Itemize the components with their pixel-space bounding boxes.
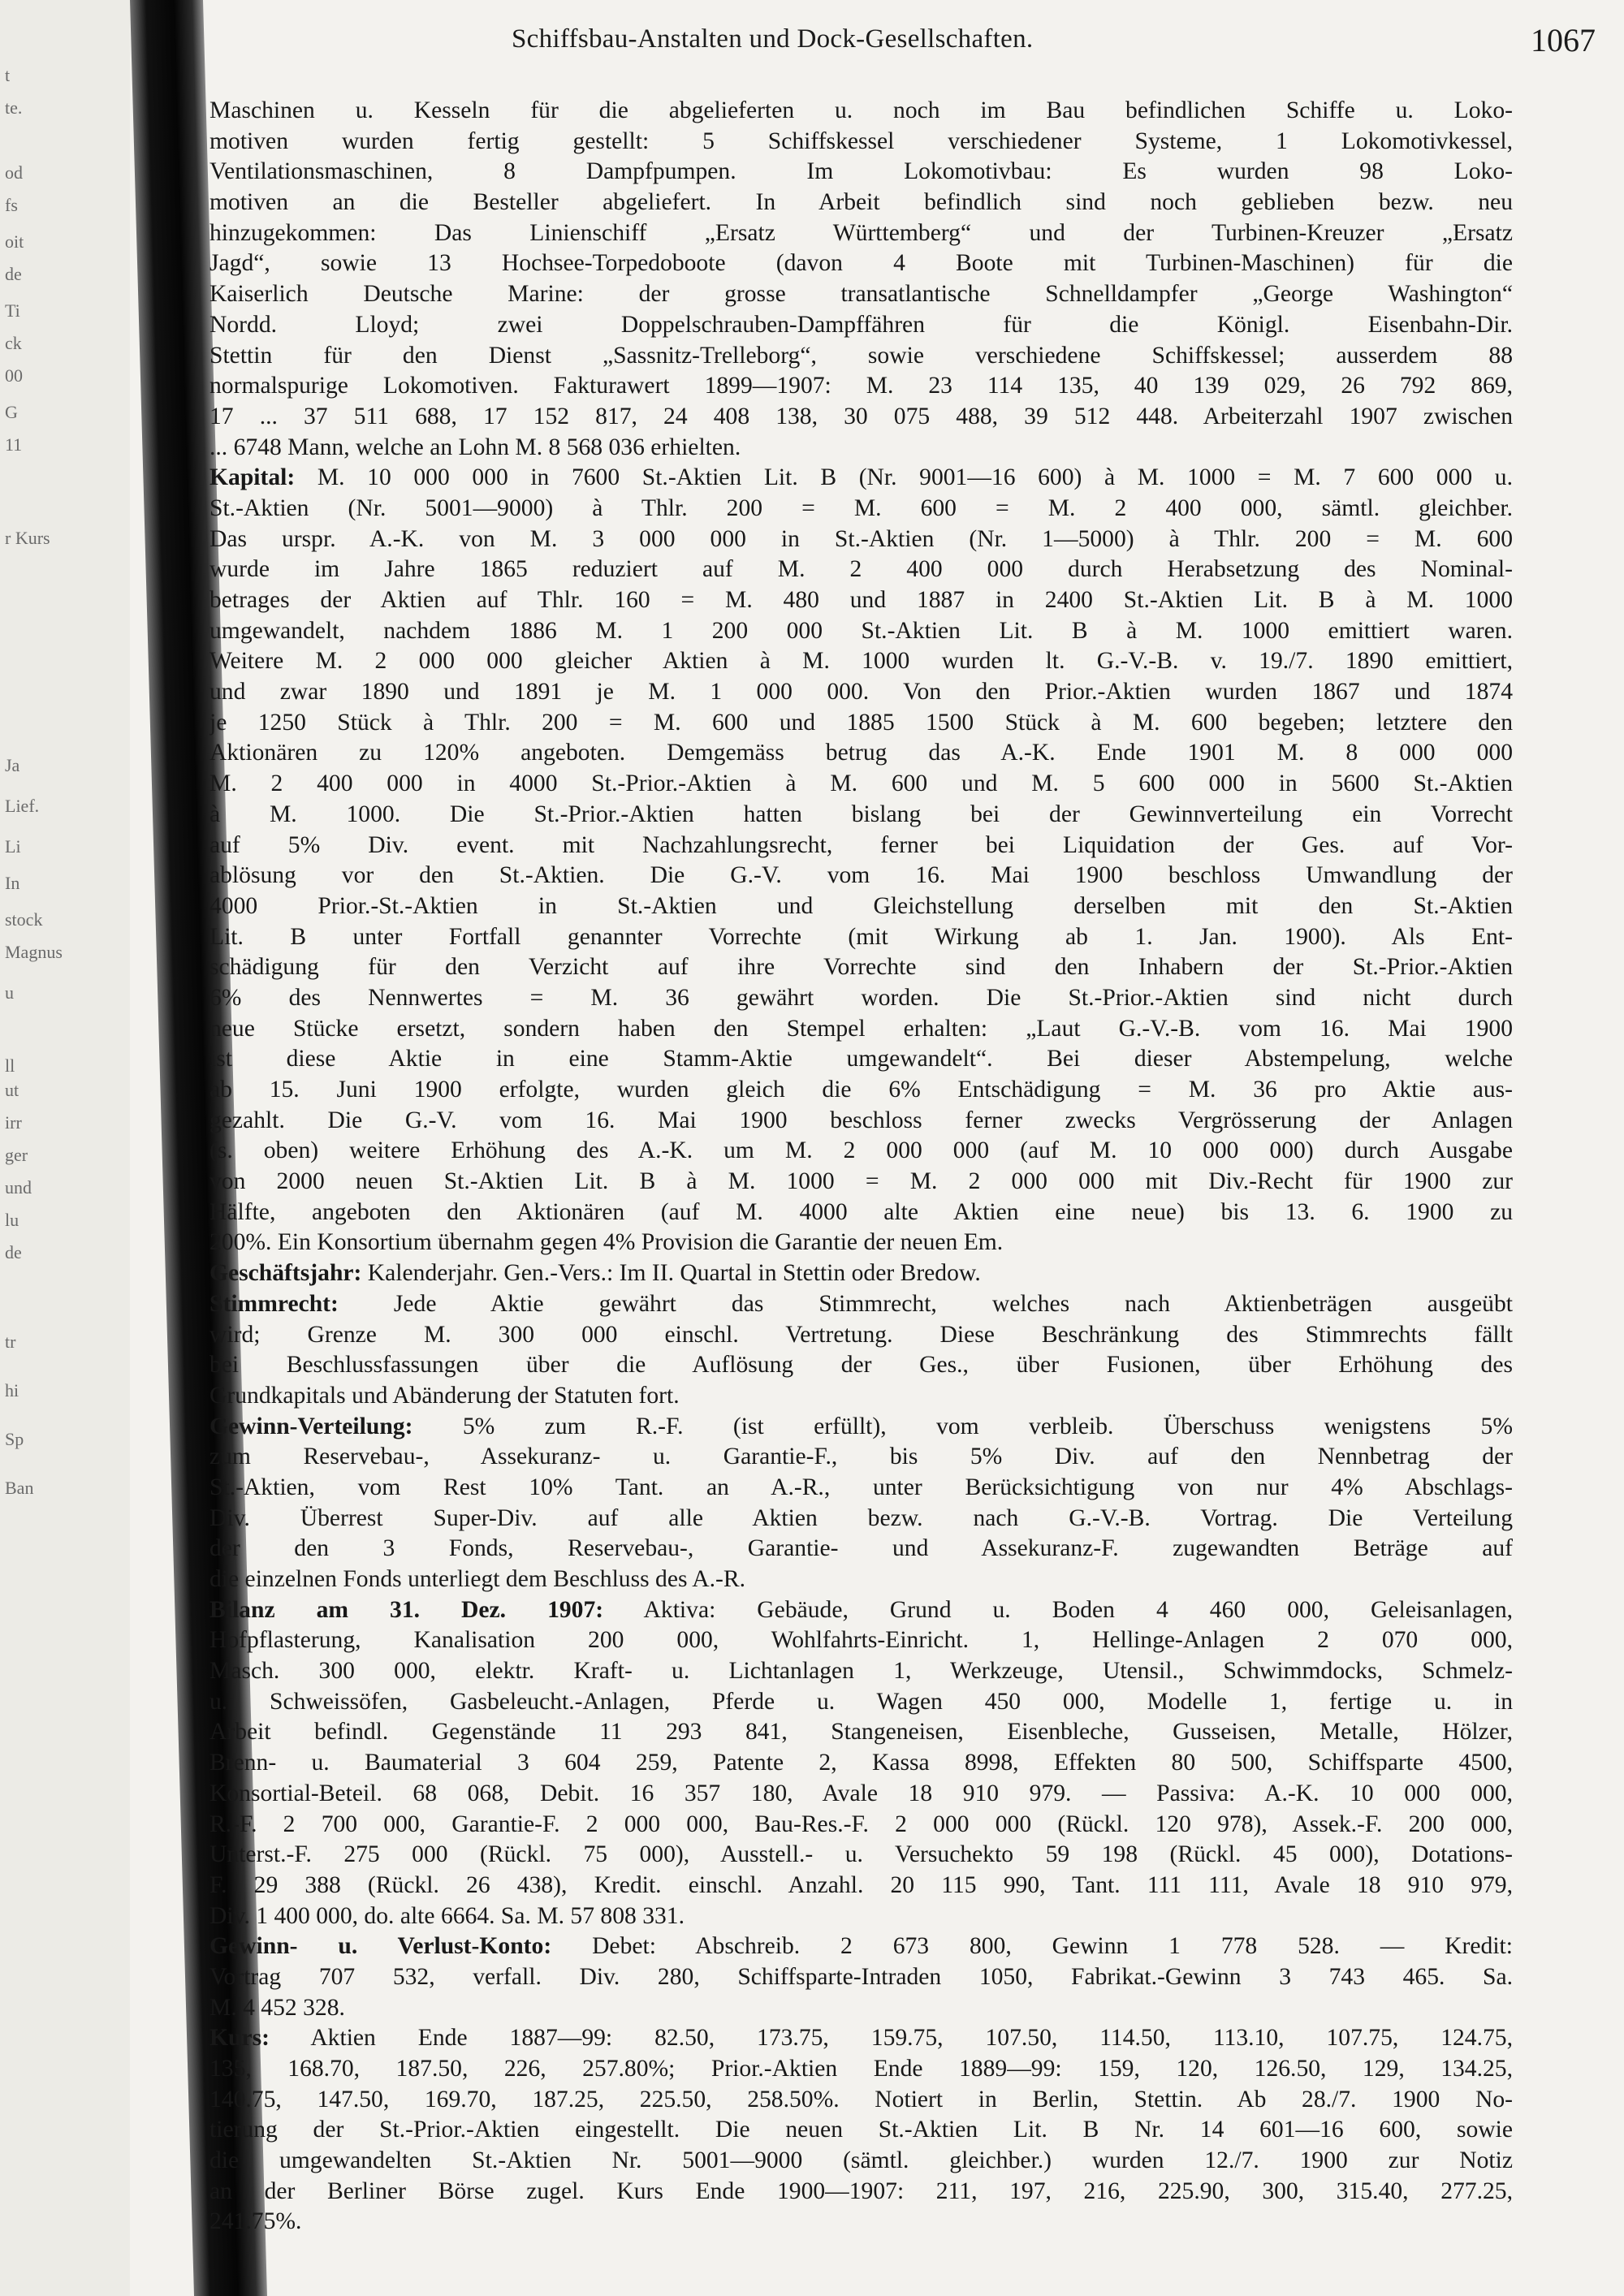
- line-text: R.-F. 2 700 000, Garantie-F. 2 000 000, Bau-Res.-F. 2 000 000 (Rückl. 120 978), Assek.-F. 200 000,: [209, 1810, 1513, 1837]
- line-text: Kaiserlich Deutsche Marine: der grosse transatlantische Schnelldampfer „George Washington“: [209, 281, 1513, 308]
- line-text: motiven wurden fertig gestellt: 5 Schiffskessel verschiedener Systeme, 1 Lokomotivkessel,: [209, 127, 1513, 154]
- section-label: Gewinn-Verteilung:: [209, 1413, 413, 1439]
- text-line: [209, 616, 1513, 647]
- line-text: Div. 1 400 000, do. alte 6664. Sa. M. 57 808 331.: [209, 1902, 685, 1929]
- text-line: [209, 127, 1513, 158]
- text-line: [209, 1106, 1513, 1137]
- text-line: [209, 708, 1513, 739]
- section-label: Stimmrecht:: [209, 1290, 339, 1317]
- bleed-fragment: ger: [5, 1145, 28, 1165]
- text-line: [209, 1840, 1513, 1871]
- line-text: Unterst.-F. 275 000 (Rückl. 75 000), Ausstell.- u. Versuchekto 59 198 (Rückl. 45 000), Dotations-: [209, 1841, 1513, 1868]
- text-line: [209, 1504, 1513, 1534]
- page-body: [209, 96, 1513, 2238]
- line-text: Jagd“, sowie 13 Hochsee-Torpedoboote (davon 4 Boote mit Turbinen-Maschinen) für die: [209, 250, 1513, 277]
- bleed-fragment: Ja: [5, 755, 20, 775]
- line-text: je 1250 Stück à Thlr. 200 = M. 600 und 1885 1500 Stück à M. 600 begeben; letztere den: [209, 709, 1513, 736]
- text-line: [209, 1044, 1513, 1075]
- line-text: M. 4 452 328.: [209, 1994, 345, 2021]
- text-line: [209, 1014, 1513, 1045]
- line-text: 4000 Prior.-St.-Aktien in St.-Aktien und Gleichstellung derselben mit den St.-Aktien: [209, 892, 1513, 919]
- line-text: Jede Aktie gewährt das Stimmrecht, welches nach Aktienbeträgen ausgeübt: [393, 1290, 1513, 1317]
- bleed-fragment: t: [5, 65, 11, 85]
- text-line: [209, 1595, 1513, 1626]
- line-text: (s. oben) weitere Erhöhung des A.-K. um M. 2 000 000 (auf M. 10 000 000) durch Ausgabe: [209, 1137, 1513, 1164]
- text-line: [209, 1687, 1513, 1718]
- bleed-fragment: Lief.: [5, 796, 40, 816]
- paragraph: [209, 96, 1513, 463]
- section-label: Bilanz am 31. Dez. 1907:: [209, 1596, 604, 1623]
- line-text: Konsortial-Beteil. 68 068, Debit. 16 357 180, Avale 18 910 979. — Passiva: A.-K. 10 000 000,: [209, 1780, 1513, 1806]
- line-text: Arbeit befindl. Gegenstände 11 293 841, Stangeneisen, Eisenbleche, Gusseisen, Metalle, Hölzer,: [209, 1719, 1513, 1746]
- text-line: [209, 341, 1513, 372]
- text-line: [209, 494, 1513, 524]
- line-text: hinzugekommen: Das Linienschiff „Ersatz Württemberg“ und der Turbinen-Kreuzer „Ersatz: [209, 219, 1513, 246]
- page-header: [512, 22, 1596, 65]
- text-line: [209, 1381, 1513, 1412]
- text-line: [209, 1442, 1513, 1473]
- line-text: 241.75%.: [209, 2208, 302, 2235]
- line-text: die umgewandelten St.-Aktien Nr. 5001—9000 (sämtl. gleichber.) wurden 12./7. 1900 zur Notiz: [209, 2147, 1513, 2174]
- text-line: [209, 2054, 1513, 2085]
- text-line: [209, 524, 1513, 555]
- text-line: [209, 1748, 1513, 1779]
- bleed-fragment: de: [5, 1242, 22, 1262]
- line-text: ab 15. Juni 1900 erfolgte, wurden gleich die 6% Entschädigung = M. 36 pro Aktie aus-: [209, 1077, 1513, 1103]
- bleed-fragment: G: [5, 402, 18, 422]
- bleed-fragment: te.: [5, 97, 23, 118]
- text-line: [209, 1534, 1513, 1564]
- line-text: Maschinen u. Kesseln für die abgelieferten u. noch im Bau befindlichen Schiffe u. Loko-: [209, 97, 1513, 123]
- line-text: normalspurige Lokomotiven. Fakturawert 1899—1907: M. 23 114 135, 40 139 029, 26 792 869,: [209, 373, 1513, 399]
- line-text: Stettin für den Dienst „Sassnitz-Trelleborg“, sowie verschiedene Schiffskessel; ausserdem 88: [209, 342, 1513, 369]
- text-line: [209, 2115, 1513, 2146]
- text-line: [209, 1473, 1513, 1504]
- line-text: Ventilationsmaschinen, 8 Dampfpumpen. Im Lokomotivbau: Es wurden 98 Loko-: [209, 158, 1513, 185]
- text-line: [209, 1258, 1513, 1289]
- line-text: von 2000 neuen St.-Aktien Lit. B à M. 1000 = M. 2 000 000 mit Div.-Recht für 1900 zur: [209, 1168, 1513, 1195]
- line-text: bei Beschlussfassungen über die Auflösung der Ges., über Fusionen, über Erhöhung des: [209, 1352, 1513, 1379]
- section-label: Gewinn- u. Verlust-Konto:: [209, 1933, 552, 1960]
- line-text: wurde im Jahre 1865 reduziert auf M. 2 400 000 durch Herabsetzung des Nominal-: [209, 556, 1513, 583]
- bleed-fragment: stock: [5, 909, 43, 930]
- text-line: [209, 1962, 1513, 1993]
- text-line: [209, 1228, 1513, 1258]
- line-text: Lit. B unter Fortfall genannter Vorrechte (mit Wirkung ab 1. Jan. 1900). Als Ent-: [209, 923, 1513, 950]
- text-line: [209, 646, 1513, 677]
- text-line: [209, 769, 1513, 800]
- line-text: F. 29 388 (Rückl. 26 438), Kredit. einschl. Anzahl. 20 115 990, Tant. 111 111, Avale 18 910 979,: [209, 1871, 1513, 1898]
- bleed-fragment: oit: [5, 231, 24, 252]
- line-text: 6% des Nennwertes = M. 36 gewährt worden. Die St.-Prior.-Aktien sind nicht durch: [209, 984, 1513, 1011]
- line-text: 140.75, 147.50, 169.70, 187.25, 225.50, 258.50%. Notiert in Berlin, Stettin. Ab 28./7. 1900 No-: [209, 2086, 1513, 2113]
- text-line: [209, 891, 1513, 922]
- line-text: Weitere M. 2 000 000 gleicher Aktien à M. 1000 wurden lt. G.-V.-B. v. 19./7. 1890 emittiert,: [209, 648, 1513, 675]
- paragraph: [209, 1289, 1513, 1412]
- text-line: [209, 1075, 1513, 1106]
- line-text: 17 ... 37 511 688, 17 152 817, 24 408 138, 30 075 488, 39 512 448. Arbeiterzahl 1907 zwischen: [209, 403, 1513, 429]
- line-text: St.-Aktien (Nr. 5001—9000) à Thlr. 200 = M. 600 = M. 2 400 000, sämtl. gleichber.: [209, 494, 1513, 521]
- text-line: [209, 1350, 1513, 1381]
- text-line: [209, 555, 1513, 585]
- bleed-fragment: od: [5, 162, 23, 183]
- text-line: [209, 831, 1513, 861]
- bleed-fragment: irr: [5, 1112, 22, 1133]
- line-text: 5% zum R.-F. (ist erfüllt), vom verbleib. Überschuss wenigstens 5%: [462, 1413, 1513, 1439]
- text-line: [209, 218, 1513, 249]
- line-text: Hofpflasterung, Kanalisation 200 000, Wohlfahrts-Einricht. 1, Hellinge-Anlagen 2 070 000,: [209, 1627, 1513, 1654]
- bleed-fragment: hi: [5, 1380, 19, 1400]
- bleed-fragment: Magnus: [5, 942, 63, 962]
- paragraph: [209, 1412, 1513, 1595]
- text-line: [209, 371, 1513, 402]
- text-line: [209, 96, 1513, 127]
- text-line: [209, 1564, 1513, 1595]
- line-text: die einzelnen Fonds unterliegt dem Beschluss des A.-R.: [209, 1566, 745, 1592]
- line-text: Das urspr. A.-K. von M. 3 000 000 in St.-Aktien (Nr. 1—5000) à Thlr. 200 = M. 600: [209, 525, 1513, 552]
- text-line: [209, 1717, 1513, 1748]
- line-text: Aktien Ende 1887—99: 82.50, 173.75, 159.75, 107.50, 114.50, 113.10, 107.75, 124.75,: [310, 2025, 1513, 2052]
- bleed-fragment: ck: [5, 333, 22, 353]
- text-line: [209, 1993, 1513, 2024]
- text-line: [209, 1931, 1513, 1962]
- text-line: [209, 248, 1513, 279]
- line-text: gezahlt. Die G.-V. vom 16. Mai 1900 beschloss ferner zwecks Vergrösserung der Anlagen: [209, 1107, 1513, 1133]
- text-line: [209, 279, 1513, 310]
- line-text: u. Schweissöfen, Gasbeleucht.-Anlagen, Pferde u. Wagen 450 000, Modelle 1, fertige u. in: [209, 1688, 1513, 1715]
- bleed-fragment: ut: [5, 1080, 19, 1100]
- line-text: 135, 168.70, 187.50, 226, 257.80%; Prior.-Aktien Ende 1889—99: 159, 120, 126.50, 129, 134.25,: [209, 2056, 1513, 2082]
- line-text: ist diese Aktie in eine Stamm-Aktie umgewandelt“. Bei dieser Abstempelung, welche: [209, 1046, 1513, 1072]
- section-label: Kurs:: [209, 2025, 270, 2052]
- text-line: [209, 1320, 1513, 1351]
- line-text: wird; Grenze M. 300 000 einschl. Vertretung. Diese Beschränkung des Stimmrechts fällt: [209, 1321, 1513, 1348]
- text-line: [209, 1167, 1513, 1198]
- line-text: Div. Überrest Super-Div. auf alle Aktien bezw. nach G.-V.-B. Vortrag. Die Verteilung: [209, 1504, 1513, 1531]
- line-text: Brenn- u. Baumaterial 3 604 259, Patente 2, Kassa 8998, Effekten 80 500, Schiffsparte 4500,: [209, 1750, 1513, 1776]
- line-text: motiven an die Besteller abgeliefert. In Arbeit befindlich sind noch geblieben bezw. neu: [209, 189, 1513, 216]
- text-line: [209, 2207, 1513, 2238]
- line-text: Aktiva: Gebäude, Grund u. Boden 4 460 000, Geleisanlagen,: [643, 1596, 1513, 1623]
- bleed-fragment: Ban: [5, 1478, 34, 1498]
- bleed-fragment: In: [5, 873, 20, 893]
- text-line: [209, 188, 1513, 218]
- line-text: à M. 1000. Die St.-Prior.-Aktien hatten bislang bei der Gewinnverteilung ein Vorrecht: [209, 801, 1513, 827]
- line-text: St.-Aktien, vom Rest 10% Tant. an A.-R., unter Berücksichtigung von nur 4% Abschlags-: [209, 1474, 1513, 1500]
- line-text: ... 6748 Mann, welche an Lohn M. 8 568 036 erhielten.: [209, 434, 741, 460]
- bleed-fragment: Ti: [5, 300, 20, 321]
- line-text: ablösung vor den St.-Aktien. Die G.-V. vom 16. Mai 1900 beschloss Umwandlung der: [209, 862, 1513, 889]
- bleed-fragment: 11: [5, 434, 23, 455]
- paragraph: [209, 1595, 1513, 1932]
- text-line: [209, 861, 1513, 891]
- text-line: [209, 1136, 1513, 1167]
- line-text: neue Stücke ersetzt, sondern haben den Stempel erhalten: „Laut G.-V.-B. vom 16. Mai 1900: [209, 1015, 1513, 1042]
- text-line: [209, 1412, 1513, 1443]
- bleed-fragment: 00: [5, 365, 23, 386]
- line-text: betrages der Aktien auf Thlr. 160 = M. 480 und 1887 in 2400 St.-Aktien Lit. B à M. 1000: [209, 587, 1513, 613]
- running-title: Schiffsbau-Anstalten und Dock-Gesellschaften.: [512, 24, 1034, 54]
- line-text: umgewandelt, nachdem 1886 M. 1 200 000 St.-Aktien Lit. B à M. 1000 emittiert waren.: [209, 617, 1513, 644]
- text-line: [209, 2023, 1513, 2054]
- line-text: M. 2 400 000 in 4000 St.-Prior.-Aktien à M. 600 und M. 5 600 000 in 5600 St.-Aktien: [209, 770, 1513, 797]
- text-line: [209, 1625, 1513, 1656]
- line-text: Vortrag 707 532, verfall. Div. 280, Schiffsparte-Intraden 1050, Fabrikat.-Gewinn 3 743 465. Sa.: [209, 1963, 1513, 1990]
- section-label: Kapital:: [209, 464, 296, 491]
- line-text: Debet: Abschreib. 2 673 800, Gewinn 1 778 528. — Kredit:: [592, 1933, 1513, 1960]
- text-line: [209, 2085, 1513, 2116]
- text-line: [209, 1289, 1513, 1320]
- text-line: [209, 402, 1513, 433]
- bleed-fragment: de: [5, 264, 22, 284]
- line-text: auf 5% Div. event. mit Nachzahlungsrecht, ferner bei Liquidation der Ges. auf Vor-: [209, 831, 1513, 858]
- paragraph: [209, 463, 1513, 1258]
- bleed-fragment: tr: [5, 1331, 16, 1352]
- bleed-fragment: Li: [5, 836, 21, 857]
- bleed-fragment: fs: [5, 195, 18, 215]
- section-label: Geschäftsjahr:: [209, 1260, 362, 1287]
- text-line: [209, 433, 1513, 464]
- bleed-fragment: r Kurs: [5, 528, 50, 548]
- text-line: [209, 585, 1513, 616]
- text-line: [209, 1901, 1513, 1932]
- paragraph: [209, 2023, 1513, 2238]
- line-text: Kalenderjahr. Gen.-Vers.: Im II. Quartal in Stettin oder Bredow.: [367, 1260, 981, 1287]
- bleed-fragment: und: [5, 1177, 32, 1198]
- line-text: 200%. Ein Konsortium übernahm gegen 4% Provision die Garantie der neuen Em.: [209, 1229, 1004, 1256]
- line-text: Masch. 300 000, elektr. Kraft- u. Lichtanlagen 1, Werkzeuge, Utensil., Schwimmdocks, Schmelz-: [209, 1658, 1513, 1685]
- page-number: 1067: [1531, 22, 1596, 58]
- text-line: [209, 2177, 1513, 2208]
- bleed-fragment: lu: [5, 1210, 19, 1230]
- text-line: [209, 800, 1513, 831]
- bleed-fragment: Sp: [5, 1429, 24, 1449]
- line-text: schädigung für den Verzicht auf ihre Vorrechte sind den Inhabern der St.-Prior.-Aktien: [209, 954, 1513, 981]
- text-line: [209, 677, 1513, 708]
- line-text: an der Berliner Börse zugel. Kurs Ende 1900—1907: 211, 197, 216, 225.90, 300, 315.40, 277.25,: [209, 2177, 1513, 2204]
- text-line: [209, 157, 1513, 188]
- paragraph: [209, 1258, 1513, 1289]
- line-text: M. 10 000 000 in 7600 St.-Aktien Lit. B (Nr. 9001—16 600) à M. 1000 = M. 7 600 000 u.: [317, 464, 1513, 491]
- text-line: [209, 1198, 1513, 1228]
- text-line: [209, 1810, 1513, 1841]
- text-line: [209, 952, 1513, 983]
- bleed-fragment: u: [5, 982, 14, 1003]
- text-line: [209, 1779, 1513, 1810]
- line-text: zum Reservebau-, Assekuranz- u. Garantie-F., bis 5% Div. auf den Nennbetrag der: [209, 1444, 1513, 1470]
- line-text: Hälfte, angeboten den Aktionären (auf M. 4000 alte Aktien eine neue) bis 13. 6. 1900 zu: [209, 1198, 1513, 1225]
- text-line: [209, 463, 1513, 494]
- line-text: Aktionären zu 120% angeboten. Demgemäss betrug das A.-K. Ende 1901 M. 8 000 000: [209, 740, 1513, 766]
- paragraph: [209, 1931, 1513, 2023]
- text-line: [209, 922, 1513, 953]
- text-line: [209, 983, 1513, 1014]
- bleed-fragment: ll: [5, 1055, 15, 1076]
- line-text: und zwar 1890 und 1891 je M. 1 000 000. Von den Prior.-Aktien wurden 1867 und 1874: [209, 679, 1513, 706]
- line-text: Grundkapitals und Abänderung der Statuten fort.: [209, 1382, 680, 1409]
- text-line: [209, 1871, 1513, 1901]
- text-line: [209, 2146, 1513, 2177]
- line-text: Nordd. Lloyd; zwei Doppelschrauben-Dampffähren für die Königl. Eisenbahn-Dir.: [209, 311, 1513, 338]
- text-line: [209, 310, 1513, 341]
- facing-page-bleed: [0, 0, 130, 2296]
- line-text: der den 3 Fonds, Reservebau-, Garantie- und Assekuranz-F. zugewandten Beträge auf: [209, 1535, 1513, 1562]
- line-text: tierung der St.-Prior.-Aktien eingestellt. Die neuen St.-Aktien Lit. B Nr. 14 601—16 600, sowie: [209, 2117, 1513, 2143]
- text-line: [209, 1656, 1513, 1687]
- text-line: [209, 738, 1513, 769]
